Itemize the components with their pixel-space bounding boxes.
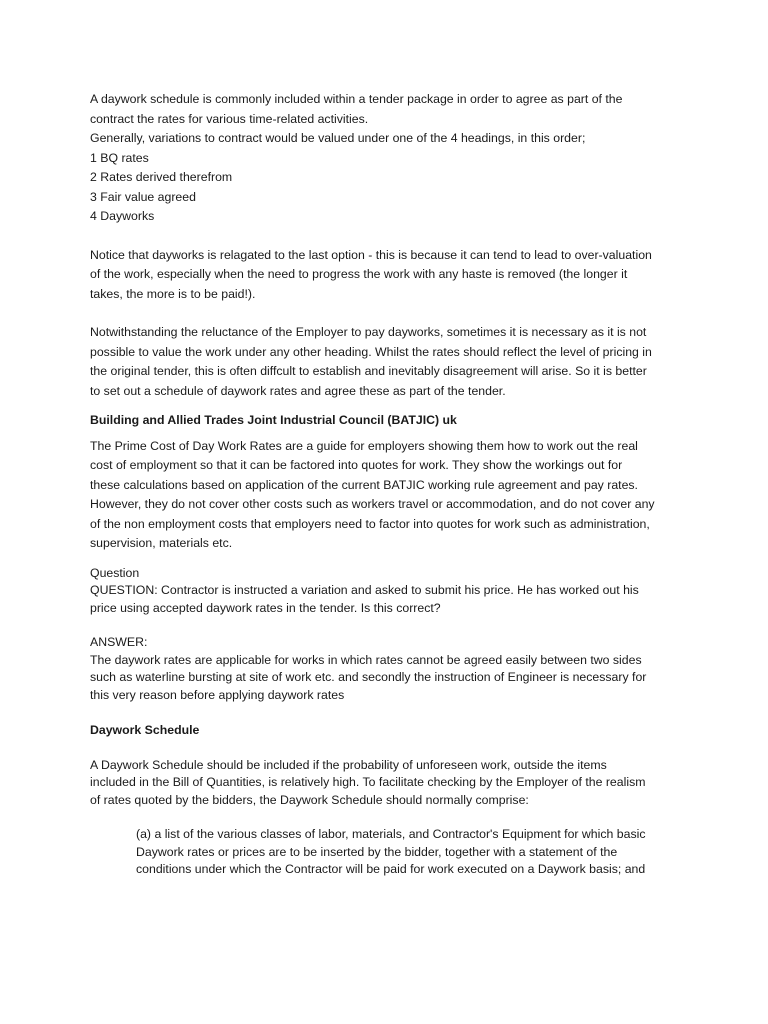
answer-label: ANSWER:: [90, 635, 148, 649]
text-line: (a) a list of the various classes of labor, materials, and Contractor's Equipment for which basic: [136, 827, 646, 841]
text-line: QUESTION: Contractor is instructed a variation and asked to submit his price. He has worked out his: [90, 583, 639, 597]
list-item: 4 Dayworks: [90, 209, 155, 223]
text-line: these calculations based on application of the current BATJIC working rule agreement and pay rates.: [90, 477, 638, 492]
daywork-schedule-paragraph: [90, 757, 690, 810]
notwithstanding-paragraph: [90, 323, 690, 401]
notice-paragraph: [90, 246, 690, 305]
text-line: of rates quoted by the bidders, the Daywork Schedule should normally comprise:: [90, 792, 529, 807]
text-line: Notwithstanding the reluctance of the Employer to pay dayworks, sometimes it is necessary as it is not: [90, 325, 647, 339]
text-line: conditions under which the Contractor will be paid for work executed on a Daywork basis; and: [136, 862, 646, 876]
question-label: Question: [90, 565, 140, 580]
text-line: Notice that dayworks is relagated to the last option - this is because it can tend to lead to over-valuation: [90, 247, 652, 262]
question-paragraph: [90, 565, 690, 618]
text-line: such as waterline bursting at site of work etc. and secondly the instruction of Engineer is necessary for: [90, 670, 647, 684]
text-line: price using accepted daywork rates in the tender. Is this correct?: [90, 600, 441, 615]
intro-paragraph: [90, 90, 690, 227]
text-line: The daywork rates are applicable for works in which rates cannot be agreed easily between two sides: [90, 652, 642, 667]
text-line: supervision, materials etc.: [90, 536, 233, 550]
document-body: [90, 90, 690, 879]
answer-paragraph: [90, 634, 690, 704]
list-item: 2 Rates derived therefrom: [90, 170, 233, 184]
text-line: of the work, especially when the need to progress the work with any haste is removed (the longer it: [90, 267, 628, 281]
batjic-paragraph: [90, 437, 690, 554]
text-line: contract the rates for various time-related activities.: [90, 111, 369, 126]
batjic-heading: Building and Allied Trades Joint Industrial Council (BATJIC) uk: [90, 413, 457, 427]
text-line: possible to value the work under any other heading. Whilst the rates should reflect the level of pricing in: [90, 344, 652, 359]
text-line: this very reason before applying daywork rates: [90, 687, 345, 702]
text-line: Generally, variations to contract would be valued under one of the 4 headings, in this order;: [90, 131, 586, 145]
daywork-schedule-item-a: [136, 826, 690, 879]
text-line: Daywork rates or prices are to be inserted by the bidder, together with a statement of the: [136, 844, 618, 859]
text-line: takes, the more is to be paid!).: [90, 286, 256, 301]
text-line: the original tender, this is often diffcult to establish and inevitably disagreement will arise. So it is better: [90, 364, 647, 378]
text-line: cost of employment so that it can be factored into quotes for work. They show the workings out for: [90, 458, 623, 472]
list-item: 1 BQ rates: [90, 150, 149, 165]
text-line: included in the Bill of Quantities, is relatively high. To facilitate checking by the Employer of the realism: [90, 775, 646, 789]
list-item: 3 Fair value agreed: [90, 189, 196, 204]
text-line: of the non employment costs that employers need to factor into quotes for work such as administration,: [90, 516, 650, 531]
text-line: to set out a schedule of daywork rates and agree these as part of the tender.: [90, 383, 506, 398]
text-line: A daywork schedule is commonly included within a tender package in order to agree as part of the: [90, 92, 623, 106]
text-line: The Prime Cost of Day Work Rates are a guide for employers showing them how to work out the real: [90, 438, 638, 453]
daywork-schedule-heading: Daywork Schedule: [90, 723, 200, 737]
text-line: A Daywork Schedule should be included if the probability of unforeseen work, outside the items: [90, 757, 607, 772]
text-line: However, they do not cover other costs such as workers travel or accommodation, and do not cover any: [90, 497, 655, 511]
